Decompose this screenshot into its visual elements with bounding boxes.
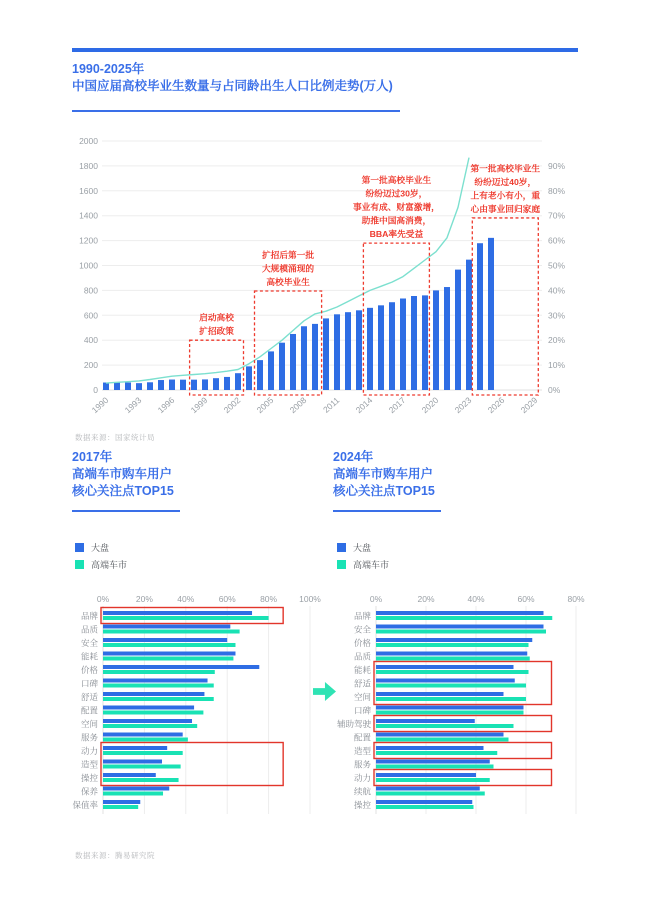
bar-gaoduan <box>103 697 214 701</box>
y-left-tick: 1800 <box>79 160 98 171</box>
bar-gaoduan <box>103 643 235 647</box>
grad-bar <box>246 366 252 390</box>
bar-gaoduan <box>103 670 215 674</box>
bar-gaoduan <box>376 643 529 647</box>
bar-gaoduan <box>103 751 183 755</box>
category-label: 舒适 <box>353 678 371 689</box>
daban-swatch-icon <box>337 543 346 552</box>
x-tick: 100% <box>299 594 321 604</box>
grad-bar <box>334 314 340 390</box>
bar-daban <box>376 760 490 764</box>
category-label: 价格 <box>80 665 98 675</box>
y-left-tick: 1000 <box>79 260 98 271</box>
bar-daban <box>376 692 504 696</box>
grad-bar <box>422 295 428 390</box>
page-title-line1: 1990-2025年 <box>72 62 145 76</box>
bar-daban <box>376 733 504 737</box>
grad-bar <box>301 326 307 390</box>
category-label: 续航 <box>353 786 371 797</box>
y-right-tick: 70% <box>548 210 566 221</box>
bar-daban <box>103 625 230 629</box>
y-left-tick: 1600 <box>79 185 98 196</box>
bar-gaoduan <box>376 697 526 701</box>
category-label: 品质 <box>80 624 98 635</box>
x-tick: 60% <box>517 594 535 604</box>
annotation-box <box>255 291 322 395</box>
grad-bar <box>202 379 208 390</box>
annotation-text: 纷纷迈过30岁， <box>365 188 428 199</box>
grad-bar <box>367 308 373 390</box>
x-tick: 80% <box>567 594 585 604</box>
category-label: 安全 <box>80 638 98 648</box>
category-label: 操控 <box>353 800 371 810</box>
section-2017-year: 2017年 <box>72 450 113 464</box>
y-left-tick: 400 <box>83 335 98 346</box>
bar-daban <box>103 746 167 750</box>
category-label: 安全 <box>353 624 371 635</box>
bar-gaoduan <box>376 765 494 769</box>
category-label: 口碑 <box>80 678 98 689</box>
bar-gaoduan <box>103 738 188 742</box>
gaoduan-label: 高端车市 <box>91 559 128 570</box>
bar-daban <box>376 611 544 615</box>
gaoduan-swatch-icon <box>75 560 84 569</box>
grad-bar <box>268 351 274 390</box>
y-left-tick: 200 <box>83 360 98 371</box>
category-label: 价格 <box>353 638 371 648</box>
category-label: 能耗 <box>80 651 98 662</box>
y-left-tick: 600 <box>83 310 98 321</box>
bar-daban <box>103 679 208 683</box>
graduates-bar-line-chart <box>65 133 577 419</box>
x-tick: 2005 <box>254 395 276 416</box>
grad-bar <box>125 383 131 390</box>
bar-gaoduan <box>103 711 203 715</box>
title-underline <box>72 110 400 112</box>
y-left-tick: 2000 <box>79 136 98 146</box>
highlight-box <box>374 770 552 786</box>
x-tick: 1996 <box>155 395 177 416</box>
bar-gaoduan <box>376 616 552 620</box>
annotation-text: 事业有成、财富激增， <box>352 202 440 213</box>
y-right-tick: 20% <box>548 335 566 346</box>
x-tick: 40% <box>467 594 485 604</box>
annotation-text: 第一批高校毕业生 <box>470 163 541 174</box>
bar-daban <box>376 652 527 656</box>
grad-bar <box>444 287 450 390</box>
category-label: 造型 <box>353 746 371 756</box>
bar-gaoduan <box>376 657 530 661</box>
y-left-tick: 1200 <box>79 235 98 246</box>
header-rule <box>72 48 578 52</box>
category-label: 舒适 <box>80 692 98 702</box>
x-tick: 2023 <box>452 395 474 416</box>
grad-bar <box>103 383 109 390</box>
bar-daban <box>103 706 194 710</box>
bar-gaoduan <box>103 657 233 661</box>
bar-daban <box>376 746 484 750</box>
x-tick: 0% <box>96 594 110 604</box>
x-tick: 2017 <box>386 395 408 416</box>
grad-bar <box>455 270 461 390</box>
bar-daban <box>103 733 183 737</box>
section-2024-rule <box>333 510 441 512</box>
grad-bar <box>114 383 120 390</box>
grad-bar <box>411 296 417 390</box>
x-tick: 2002 <box>221 395 243 416</box>
highlight-box <box>101 608 283 624</box>
grad-bar <box>312 324 318 390</box>
annotation-text: 第一批高校毕业生 <box>361 175 432 186</box>
x-tick: 2008 <box>287 395 309 416</box>
section-2024-line3: 核心关注点TOP15 <box>333 484 435 498</box>
bar-gaoduan <box>376 751 497 755</box>
legend-item-daban <box>75 541 127 553</box>
annotation-text: 扩招政策 <box>199 326 234 337</box>
annotation-text: 启动高校 <box>199 312 234 323</box>
grad-bar <box>191 380 197 390</box>
bar-gaoduan <box>103 724 197 728</box>
bar-daban <box>376 787 480 791</box>
category-label: 动力 <box>353 773 371 783</box>
x-tick: 0% <box>369 594 383 604</box>
bar-gaoduan <box>376 792 485 796</box>
category-label: 动力 <box>80 746 98 756</box>
category-label: 空间 <box>80 719 98 729</box>
category-label: 能耗 <box>353 665 371 675</box>
annotation-text: 高校毕业生 <box>266 277 310 288</box>
bar-daban <box>376 665 514 669</box>
x-tick: 80% <box>260 594 278 604</box>
y-right-tick: 0% <box>548 385 561 395</box>
bar-gaoduan <box>103 684 214 688</box>
x-tick: 1999 <box>188 395 210 416</box>
grad-bar <box>345 312 351 390</box>
page-title <box>72 61 393 95</box>
bar-daban <box>103 719 192 723</box>
bar-daban <box>103 638 227 642</box>
grad-bar <box>400 298 406 390</box>
bar-gaoduan <box>103 630 240 634</box>
section-header-2024 <box>333 449 441 512</box>
section-2017-line2: 高端车市购车用户 <box>72 467 173 481</box>
grad-bar <box>213 378 219 390</box>
y-right-tick: 60% <box>548 235 566 246</box>
category-label: 品牌 <box>80 611 98 621</box>
grad-bar <box>323 318 329 390</box>
grad-bar <box>147 382 153 390</box>
category-label: 操控 <box>80 773 98 783</box>
legend-2017 <box>75 541 127 575</box>
grad-bar <box>433 290 439 390</box>
category-label: 品牌 <box>353 611 371 621</box>
bar-gaoduan <box>103 805 138 809</box>
bar-daban <box>103 611 252 615</box>
category-label: 保养 <box>80 786 98 797</box>
bar-daban <box>376 625 544 629</box>
x-tick: 20% <box>135 594 153 604</box>
x-tick: 2014 <box>353 395 375 416</box>
grad-bar <box>477 243 483 390</box>
grad-bar <box>279 343 285 390</box>
highlight-box <box>374 743 552 759</box>
category-label: 配置 <box>353 732 371 743</box>
annotation-text: 纷纷迈过40岁， <box>474 176 537 187</box>
category-label: 辅助驾驶 <box>336 719 371 729</box>
grad-bar <box>224 377 230 390</box>
x-tick: 2026 <box>485 395 507 416</box>
section-2017-rule <box>72 510 180 512</box>
grad-bar <box>290 334 296 390</box>
top15-2024-chart <box>333 592 593 824</box>
bar-gaoduan <box>376 711 524 715</box>
daban-label: 大盘 <box>91 542 110 553</box>
bar-gaoduan <box>103 765 181 769</box>
category-label: 空间 <box>353 692 371 702</box>
bar-daban <box>376 638 532 642</box>
grad-bar <box>356 310 362 390</box>
bar-gaoduan <box>376 724 514 728</box>
x-tick: 2029 <box>518 395 540 416</box>
legend-2024 <box>337 541 389 575</box>
x-tick: 2011 <box>321 395 342 415</box>
y-right-tick: 80% <box>548 185 566 196</box>
x-tick: 1990 <box>89 395 111 416</box>
x-tick: 40% <box>177 594 195 604</box>
category-label: 造型 <box>80 759 98 770</box>
bar-daban <box>103 787 169 791</box>
grad-bar <box>136 383 142 390</box>
bar-daban <box>376 706 524 710</box>
grad-bar <box>488 238 494 390</box>
annotation-text: 助推中国高消费， <box>361 215 432 226</box>
bar-gaoduan <box>376 670 529 674</box>
bar-gaoduan <box>376 805 474 809</box>
grad-bar <box>257 360 263 390</box>
bar-daban <box>103 665 259 669</box>
grad-bar <box>389 302 395 390</box>
x-tick: 2020 <box>419 395 441 416</box>
annotation-text: 扩招后第一批 <box>261 250 315 261</box>
bar-gaoduan <box>103 792 163 796</box>
daban-swatch-icon <box>75 543 84 552</box>
bar-daban <box>103 800 140 804</box>
x-tick: 1993 <box>122 395 144 416</box>
bar-daban <box>376 679 515 683</box>
y-left-tick: 0 <box>93 385 98 395</box>
grad-bar <box>466 260 472 390</box>
page-title-line2: 中国应届高校毕业生数量与占同龄出生人口比例走势(万人) <box>72 79 393 93</box>
y-left-tick: 800 <box>83 285 98 296</box>
grad-bar <box>169 380 175 390</box>
bar-daban <box>376 773 476 777</box>
annotation-text: 心由事业回归家庭 <box>470 203 541 214</box>
source-bottom: 数据来源：腾易研究院 <box>75 851 155 860</box>
category-label: 服务 <box>353 759 371 770</box>
section-2024-line2: 高端车市购车用户 <box>333 467 434 481</box>
source-top: 数据来源：国家统计局 <box>75 433 155 442</box>
bar-daban <box>376 800 472 804</box>
y-right-tick: 40% <box>548 285 566 296</box>
bar-gaoduan <box>103 616 269 620</box>
bar-daban <box>103 760 162 764</box>
legend-item-gaoduan <box>337 558 389 570</box>
grad-bar <box>235 373 241 390</box>
annotation-text: BBA率先受益 <box>369 229 424 240</box>
section-2017-line3: 核心关注点TOP15 <box>72 484 174 498</box>
gaoduan-swatch-icon <box>337 560 346 569</box>
category-label: 配置 <box>80 705 98 716</box>
section-header-2017 <box>72 449 180 512</box>
gaoduan-label: 高端车市 <box>353 559 390 570</box>
bar-gaoduan <box>376 738 509 742</box>
bar-gaoduan <box>376 684 526 688</box>
highlight-box <box>374 716 552 732</box>
category-label: 品质 <box>353 651 371 662</box>
bar-daban <box>103 652 235 656</box>
y-right-tick: 10% <box>548 360 566 371</box>
bar-gaoduan <box>376 630 546 634</box>
x-tick: 20% <box>417 594 435 604</box>
grad-bar <box>378 305 384 390</box>
y-right-tick: 30% <box>548 310 566 321</box>
grad-bar <box>158 380 164 390</box>
y-right-tick: 50% <box>548 260 566 271</box>
bar-daban <box>103 773 156 777</box>
bar-daban <box>103 692 204 696</box>
x-tick: 60% <box>218 594 236 604</box>
grad-bar <box>180 380 186 390</box>
bar-gaoduan <box>103 778 179 782</box>
legend-item-daban <box>337 541 389 553</box>
category-label: 服务 <box>80 732 98 743</box>
annotation-text: 上有老小有小，重 <box>470 190 541 201</box>
category-label: 口碑 <box>353 705 371 716</box>
top15-2017-chart <box>63 592 323 824</box>
bar-daban <box>376 719 475 723</box>
daban-label: 大盘 <box>353 542 372 553</box>
category-label: 保值率 <box>72 800 98 810</box>
graduates-bars <box>103 238 494 390</box>
legend-item-gaoduan <box>75 558 127 570</box>
annotation-text: 大规模涌现的 <box>261 263 315 274</box>
section-2024-year: 2024年 <box>333 450 374 464</box>
y-left-tick: 1400 <box>79 210 98 221</box>
y-right-tick: 90% <box>548 160 566 171</box>
bar-gaoduan <box>376 778 490 782</box>
